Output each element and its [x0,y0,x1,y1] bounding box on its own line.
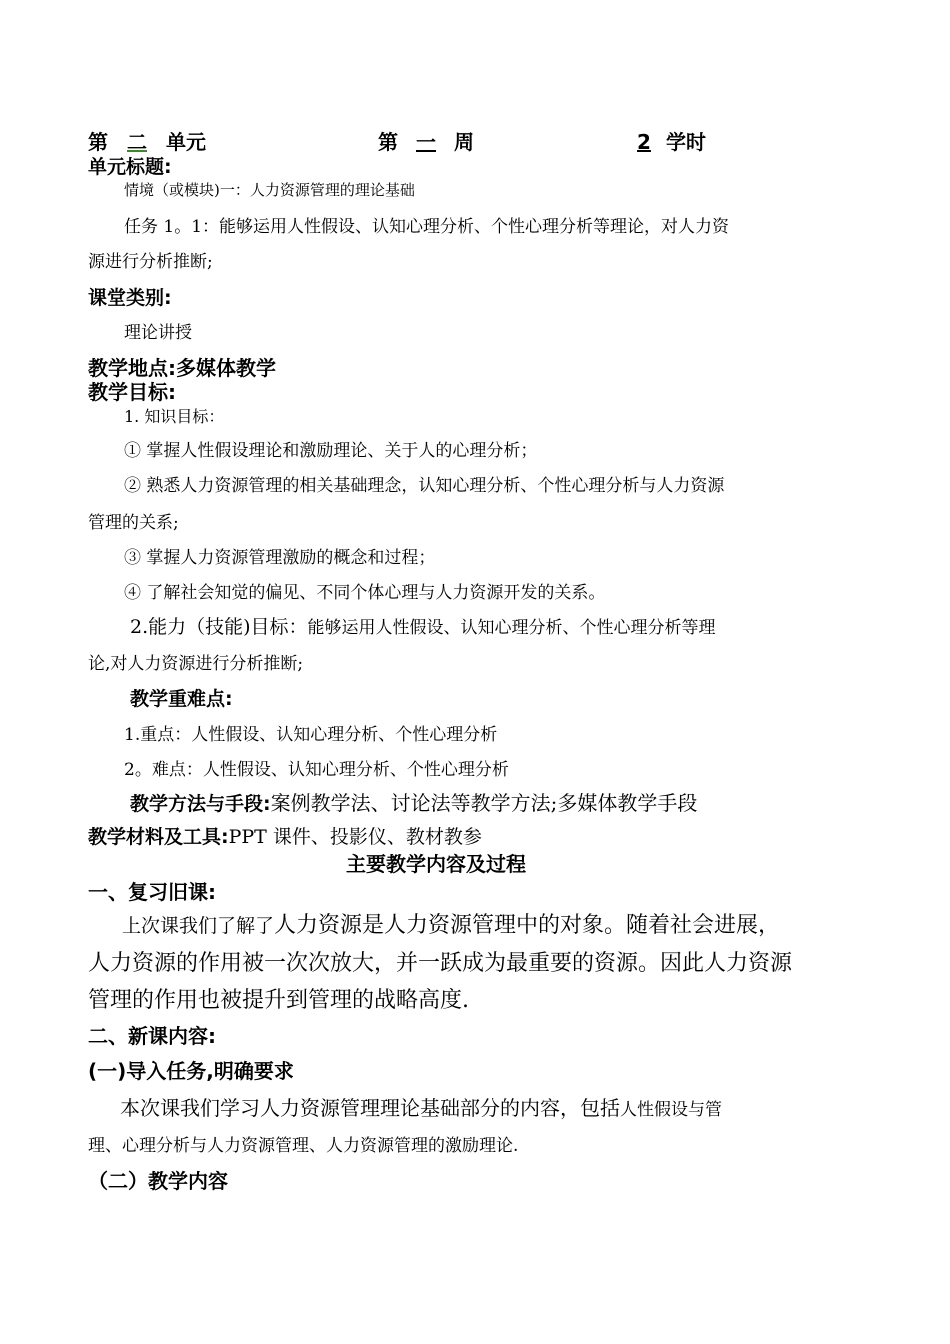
ability-text: 能够运用人性假设、认知心理分析、个性心理分析等理 [307,618,716,638]
unit-suffix: 单元 [166,130,206,154]
task-line-2: 源进行分析推断; [88,252,213,272]
section-2-heading: （二）教学内容 [88,1169,228,1193]
week-suffix: 周 [454,130,474,154]
objective-item-4: ④ 了解社会知觉的偏见、不同个体心理与人力资源开发的关系。 [124,583,606,603]
week-prefix: 第 [378,130,398,154]
objective-item-2-line-2: 管理的关系; [88,513,179,533]
materials-label: 教学材料及工具: [88,826,229,848]
key-point: 1.重点：人性假设、认知心理分析、个性心理分析 [124,725,498,745]
methods-line [130,787,697,816]
knowledge-label: 1. 知识目标： [124,407,225,426]
objective-item-1: ① 掌握人性假设理论和激励理论、关于人的心理分析； [124,441,538,461]
review-line-2: 人力资源的作用被一次次放大，并一跃成为最重要的资源。因此人力资源 [88,951,793,976]
unit-title-label: 单元标题: [88,156,172,178]
location-label: 教学地点:多媒体教学 [88,356,276,380]
review-line-1 [122,908,780,939]
review-line-1-b: 人力资源是人力资源管理中的对象。随着社会进展， [274,913,781,938]
ability-line-1 [130,612,716,639]
review-line-3: 管理的作用也被提升到管理的战略高度. [88,988,469,1013]
context-line: 情境（或模块)一：人力资源管理的理论基础 [124,181,415,199]
objective-item-2-line-1: ② 熟悉人力资源管理的相关基础理念，认知心理分析、个性心理分析与人力资源 [124,476,725,496]
key-points-label: 教学重难点: [130,688,233,710]
materials-value: PPT 课件、投影仪、教材教参 [228,826,482,848]
hours-number: 2 [637,130,651,154]
intro-line-1 [120,1092,722,1121]
class-type-label: 课堂类别: [88,287,172,309]
intro-line-1-b: 人性假设与管 [620,1100,722,1120]
objectives-label: 教学目标: [88,380,176,404]
intro-line-2: 理、心理分析与人力资源管理、人力资源管理的激励理论. [88,1136,519,1156]
hours-suffix: 学时 [666,130,706,154]
review-label: 一、复习旧课: [88,880,216,904]
hours-header [622,126,706,155]
task-line-1: 任务 1。1：能够运用人性假设、认知心理分析、个性心理分析等理论，对人力资 [124,217,730,237]
class-type-value: 理论讲授 [124,323,192,343]
review-line-1-a: 上次课我们了解了 [122,915,275,937]
methods-label: 教学方法与手段: [130,793,271,815]
ability-label: 2.能力（技能)目标： [130,616,308,638]
new-lesson-label: 二、新课内容: [88,1024,216,1048]
objective-item-3: ③ 掌握人力资源管理激励的概念和过程； [124,548,436,568]
ability-line-2: 论,对人力资源进行分析推断; [88,654,304,674]
main-title: 主要教学内容及过程 [346,852,526,876]
difficult-point: 2。难点：人性假设、认知心理分析、个性心理分析 [124,760,509,780]
materials-line [88,822,482,849]
methods-value: 案例教学法、讨论法等教学方法;多媒体教学手段 [270,791,698,815]
unit-header [88,126,206,155]
unit-number: 二 [127,130,147,154]
unit-prefix: 第 [88,130,108,154]
intro-line-1-a: 本次课我们学习人力资源管理理论基础部分的内容，包括 [120,1096,620,1120]
section-1-heading: (一)导入任务,明确要求 [88,1059,294,1083]
week-number: 一 [416,130,436,154]
week-header [378,126,474,155]
